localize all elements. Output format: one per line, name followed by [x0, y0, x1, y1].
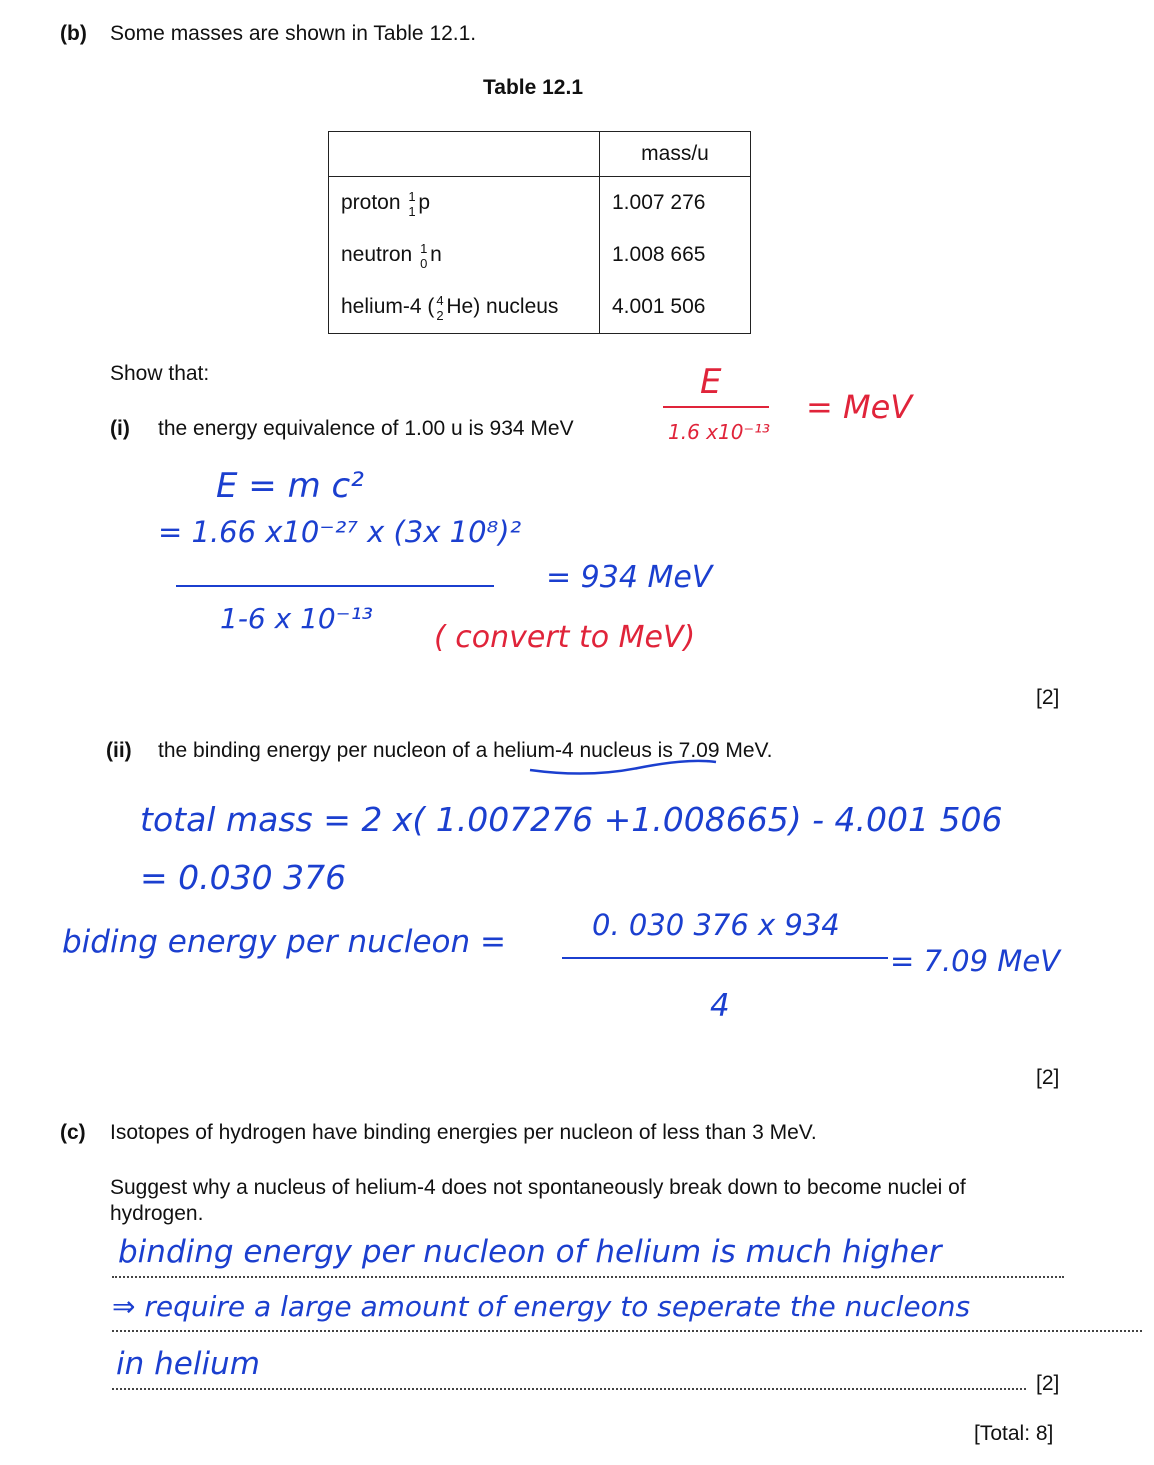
answer-line-2 — [112, 1330, 1142, 1332]
answer-text-2: ⇒ require a large amount of energy to seperate the nucleons — [112, 1290, 971, 1323]
underline-mark — [528, 756, 720, 776]
part-b-label: (b) — [60, 22, 87, 45]
answer-line-3 — [112, 1388, 1026, 1390]
answer-text-1: binding energy per nucleon of helium is much higher — [118, 1234, 942, 1270]
particle-cell — [329, 177, 600, 230]
question-i-label: (i) — [110, 417, 130, 440]
hw-i-result: = 934 MeV — [546, 560, 713, 595]
table-row — [329, 177, 751, 230]
hw-ii-line2: = 0.030 376 — [140, 858, 347, 897]
atomic-number: 1 — [408, 204, 416, 220]
hw-i-denominator: 1-6 x 10⁻¹³ — [220, 602, 373, 635]
hw-i-note: ( convert to MeV) — [434, 620, 696, 655]
atomic-number: 2 — [436, 308, 444, 324]
mass-number: 1 — [420, 241, 428, 257]
particle-name: proton — [341, 191, 401, 214]
hw-i-fraction-line — [176, 585, 494, 587]
isotope-notation — [418, 241, 430, 272]
table-title: Table 12.1 — [483, 76, 583, 99]
total-marks: [Total: 8] — [974, 1422, 1054, 1445]
red-fraction-line — [663, 406, 769, 408]
table-row — [329, 281, 751, 334]
question-ii-label: (ii) — [106, 739, 132, 762]
mass-number: 1 — [408, 189, 416, 205]
header-cell-mass: mass/u — [600, 132, 751, 177]
part-c-question-line2: hydrogen. — [110, 1202, 204, 1225]
mass-cell: 1.008 665 — [600, 229, 751, 281]
part-c-label: (c) — [60, 1121, 86, 1144]
particle-name: neutron — [341, 243, 413, 266]
mass-table — [328, 131, 751, 334]
marks-i: [2] — [1036, 686, 1060, 709]
hw-ii-line1: total mass = 2 x( 1.007276 +1.008665) - 4.001 506 — [140, 800, 1003, 839]
red-equals-mev: = MeV — [806, 388, 913, 426]
part-c-text: Isotopes of hydrogen have binding energies per nucleon of less than 3 MeV. — [110, 1121, 817, 1144]
part-c-question-line1: Suggest why a nucleus of helium-4 does not spontaneously break down to become nuclei of — [110, 1176, 966, 1199]
mass-cell: 1.007 276 — [600, 177, 751, 230]
atomic-number: 0 — [420, 256, 428, 272]
header-cell-empty — [329, 132, 600, 177]
hw-i-line2: = 1.66 x10⁻²⁷ x (3x 10⁸)² — [158, 515, 522, 549]
hw-i-line1: E = m c² — [216, 466, 364, 506]
hw-ii-result: = 7.09 MeV — [890, 944, 1061, 978]
table-row — [329, 229, 751, 281]
question-ii-text: the binding energy per nucleon of a helium-4 nucleus is 7.09 MeV. — [158, 739, 773, 762]
marks-c: [2] — [1036, 1372, 1060, 1395]
particle-symbol: n — [430, 243, 442, 266]
mass-cell: 4.001 506 — [600, 281, 751, 334]
question-i-text: the energy equivalence of 1.00 u is 934 MeV — [158, 417, 574, 440]
hw-ii-fraction-line — [562, 957, 888, 959]
hw-ii-label: biding energy per nucleon = — [62, 924, 506, 960]
particle-symbol: He) nucleus — [446, 295, 559, 318]
isotope-notation — [434, 293, 446, 324]
hw-ii-denominator: 4 — [710, 988, 730, 1024]
marks-ii: [2] — [1036, 1066, 1060, 1089]
particle-name: helium-4 ( — [341, 295, 435, 318]
hw-ii-numerator: 0. 030 376 x 934 — [592, 908, 840, 942]
part-b-intro: Some masses are shown in Table 12.1. — [110, 22, 477, 45]
table-header-row — [329, 132, 751, 177]
particle-cell — [329, 229, 600, 281]
red-energy-symbol: E — [700, 362, 722, 402]
red-denominator: 1.6 x10⁻¹³ — [668, 420, 771, 444]
answer-line-1 — [112, 1276, 1064, 1278]
mass-number: 4 — [436, 293, 444, 309]
particle-cell — [329, 281, 600, 334]
answer-text-3: in helium — [116, 1346, 260, 1382]
show-that: Show that: — [110, 362, 210, 385]
particle-symbol: p — [418, 191, 431, 214]
isotope-notation — [406, 189, 418, 220]
